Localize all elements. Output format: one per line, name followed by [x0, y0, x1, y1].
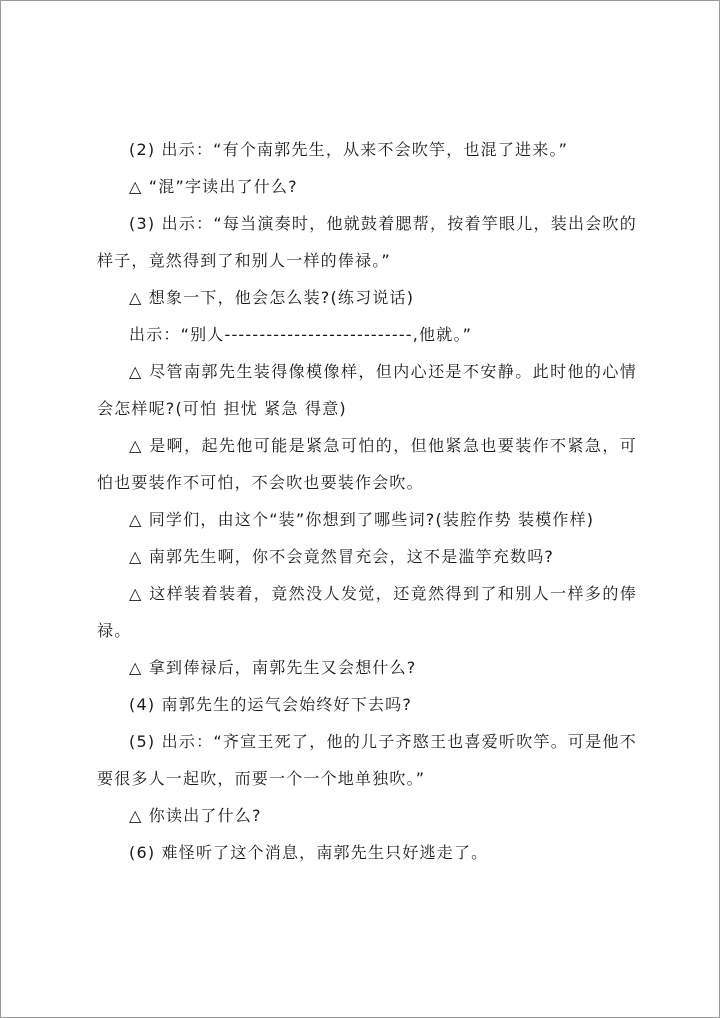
paragraph-lanyu-chongshu: △ 南郭先生啊，你不会竟然冒充会，这不是滥竽充数吗?: [129, 547, 555, 566]
paragraph-step-5: (5) 出示：“齐宣王死了，他的儿子齐愍王也喜爱听吹竽。可是他不要很多人一起吹，而要一个一个地单独吹。”: [97, 732, 637, 788]
paragraph-step-2: (2) 出示：“有个南郭先生，从来不会吹竽，也混了进来。”: [129, 140, 569, 159]
paragraph-zhuang-words: △ 同学们，由这个“装”你想到了哪些词?(装腔作势 装模作样): [129, 510, 595, 529]
paragraph-pretend: △ 是啊，起先他可能是紧急可怕的，但他紧急也要装作不紧急，可怕也要装作不可怕，不会吹也要装作会吹。: [97, 436, 637, 492]
paragraph-inner-feeling: △ 尽管南郭先生装得像模像样，但内心还是不安静。此时他的心情会怎样呢?(可怕 担忧 紧急 得意): [97, 362, 637, 418]
document-body: [97, 131, 637, 871]
paragraph-no-one-noticed: △ 这样装着装着，竟然没人发觉，还竟然得到了和别人一样多的俸禄。: [97, 584, 637, 640]
paragraph-show-others: 出示：“别人---------------------------,他就。”: [129, 325, 473, 344]
paragraph-question-hun: △ “混”字读出了什么?: [129, 177, 298, 196]
paragraph-what-did-you-read: △ 你读出了什么?: [129, 806, 262, 825]
paragraph-imagine: △ 想象一下，他会怎么装?(练习说话): [129, 288, 415, 307]
paragraph-step-3: (3) 出示：“每当演奏时，他就鼓着腮帮，按着竽眼儿，装出会吹的样子，竟然得到了和别人一样的俸禄。”: [97, 214, 637, 270]
paragraph-step-4: (4) 南郭先生的运气会始终好下去吗?: [129, 695, 413, 714]
paragraph-after-salary: △ 拿到俸禄后，南郭先生又会想什么?: [129, 658, 417, 677]
paragraph-step-6: (6) 难怪听了这个消息，南郭先生只好逃走了。: [129, 843, 489, 862]
